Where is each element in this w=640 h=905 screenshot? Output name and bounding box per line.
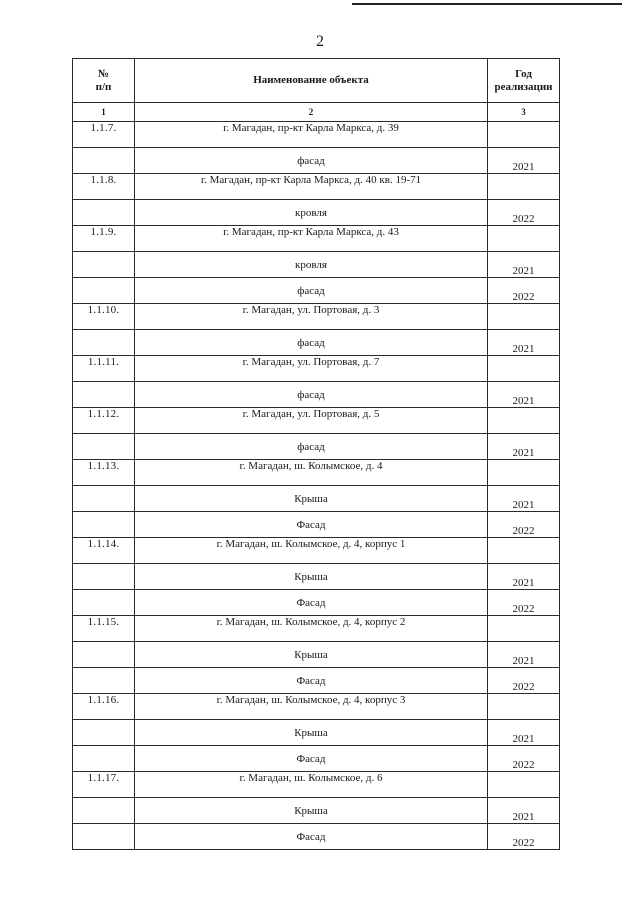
row-number-cell — [73, 486, 135, 512]
header-num-line2: п/п — [95, 80, 112, 93]
row-number-cell — [73, 590, 135, 616]
table-row — [73, 122, 560, 148]
table-header-row — [73, 59, 560, 103]
object-name-cell: г. Магадан, ул. Портовая, д. 5 — [135, 408, 488, 434]
row-number-cell — [73, 824, 135, 850]
row-number-cell: 1.1.17. — [73, 772, 135, 798]
object-name-cell: Крыша — [135, 798, 488, 824]
column-index: 3 — [488, 103, 560, 122]
object-name-cell: г. Магадан, ул. Портовая, д. 3 — [135, 304, 488, 330]
object-name-cell: фасад — [135, 278, 488, 304]
table-row — [73, 434, 560, 460]
table-row — [73, 330, 560, 356]
table-row — [73, 616, 560, 642]
row-number-cell — [73, 278, 135, 304]
row-number-cell: 1.1.14. — [73, 538, 135, 564]
table-row — [73, 590, 560, 616]
object-name-cell: Фасад — [135, 590, 488, 616]
year-cell: 2022 — [488, 512, 560, 538]
table-row — [73, 538, 560, 564]
year-cell — [488, 460, 560, 486]
object-name-cell: Крыша — [135, 642, 488, 668]
table-row — [73, 304, 560, 330]
object-name-cell: фасад — [135, 330, 488, 356]
object-name-cell: г. Магадан, ш. Колымское, д. 4, корпус 1 — [135, 538, 488, 564]
row-number-cell: 1.1.7. — [73, 122, 135, 148]
object-name-cell: фасад — [135, 434, 488, 460]
header-year-line1: Год — [515, 67, 532, 80]
row-number-cell — [73, 434, 135, 460]
year-cell: 2021 — [488, 798, 560, 824]
table-body — [73, 122, 560, 850]
table-row — [73, 512, 560, 538]
header-year-line2: реализации — [494, 80, 553, 93]
object-name-cell: г. Магадан, пр-кт Карла Маркса, д. 39 — [135, 122, 488, 148]
top-rule — [352, 3, 622, 5]
year-cell: 2022 — [488, 200, 560, 226]
column-index: 2 — [135, 103, 488, 122]
object-name-cell: г. Магадан, пр-кт Карла Маркса, д. 40 кв. 19-71 — [135, 174, 488, 200]
object-name-cell: Крыша — [135, 486, 488, 512]
header-num — [73, 59, 135, 103]
row-number-cell — [73, 746, 135, 772]
object-name-cell: Крыша — [135, 720, 488, 746]
table-row — [73, 486, 560, 512]
header-num-line1: № — [97, 67, 110, 80]
table-row — [73, 174, 560, 200]
objects-table — [72, 58, 560, 850]
year-cell: 2022 — [488, 824, 560, 850]
year-cell — [488, 122, 560, 148]
page-number: 2 — [316, 33, 324, 50]
row-number-cell — [73, 564, 135, 590]
table-row — [73, 148, 560, 174]
object-name-cell: Фасад — [135, 668, 488, 694]
column-index: 1 — [73, 103, 135, 122]
year-cell: 2021 — [488, 148, 560, 174]
year-cell: 2021 — [488, 382, 560, 408]
row-number-cell — [73, 720, 135, 746]
year-cell — [488, 356, 560, 382]
object-name-cell: г. Магадан, ш. Колымское, д. 4, корпус 2 — [135, 616, 488, 642]
year-cell — [488, 616, 560, 642]
object-name-cell: г. Магадан, ш. Колымское, д. 4, корпус 3 — [135, 694, 488, 720]
row-number-cell — [73, 642, 135, 668]
year-cell — [488, 408, 560, 434]
table-row — [73, 278, 560, 304]
table-row — [73, 200, 560, 226]
row-number-cell: 1.1.13. — [73, 460, 135, 486]
year-cell — [488, 174, 560, 200]
year-cell — [488, 538, 560, 564]
table-row — [73, 746, 560, 772]
table-row — [73, 460, 560, 486]
row-number-cell — [73, 200, 135, 226]
row-number-cell — [73, 148, 135, 174]
year-cell — [488, 226, 560, 252]
row-number-cell — [73, 512, 135, 538]
table-row — [73, 668, 560, 694]
row-number-cell: 1.1.12. — [73, 408, 135, 434]
table-row — [73, 824, 560, 850]
row-number-cell: 1.1.8. — [73, 174, 135, 200]
year-cell: 2021 — [488, 642, 560, 668]
table-row — [73, 772, 560, 798]
year-cell: 2021 — [488, 720, 560, 746]
row-number-cell: 1.1.10. — [73, 304, 135, 330]
table-row — [73, 694, 560, 720]
object-name-cell: Фасад — [135, 824, 488, 850]
table-row — [73, 408, 560, 434]
table-row — [73, 382, 560, 408]
table-row — [73, 642, 560, 668]
row-number-cell — [73, 668, 135, 694]
object-name-cell: фасад — [135, 382, 488, 408]
year-cell — [488, 304, 560, 330]
year-cell: 2021 — [488, 252, 560, 278]
year-cell: 2021 — [488, 434, 560, 460]
row-number-cell — [73, 330, 135, 356]
object-name-cell: кровля — [135, 252, 488, 278]
year-cell — [488, 772, 560, 798]
row-number-cell — [73, 252, 135, 278]
object-name-cell: г. Магадан, ул. Портовая, д. 7 — [135, 356, 488, 382]
object-name-cell: Крыша — [135, 564, 488, 590]
row-number-cell — [73, 798, 135, 824]
table-row — [73, 252, 560, 278]
object-name-cell: г. Магадан, ш. Колымское, д. 6 — [135, 772, 488, 798]
year-cell: 2022 — [488, 746, 560, 772]
year-cell — [488, 694, 560, 720]
year-cell: 2022 — [488, 668, 560, 694]
table-row — [73, 564, 560, 590]
header-year — [488, 59, 560, 103]
object-name-cell: кровля — [135, 200, 488, 226]
table-row — [73, 798, 560, 824]
object-name-cell: г. Магадан, ш. Колымское, д. 4 — [135, 460, 488, 486]
row-number-cell: 1.1.16. — [73, 694, 135, 720]
column-index-row — [73, 103, 560, 122]
row-number-cell: 1.1.11. — [73, 356, 135, 382]
table-row — [73, 226, 560, 252]
year-cell: 2021 — [488, 564, 560, 590]
row-number-cell: 1.1.9. — [73, 226, 135, 252]
table-row — [73, 720, 560, 746]
object-name-cell: фасад — [135, 148, 488, 174]
object-name-cell: Фасад — [135, 512, 488, 538]
year-cell: 2021 — [488, 486, 560, 512]
header-name: Наименование объекта — [135, 59, 488, 103]
year-cell: 2021 — [488, 330, 560, 356]
object-name-cell: Фасад — [135, 746, 488, 772]
table-row — [73, 356, 560, 382]
row-number-cell: 1.1.15. — [73, 616, 135, 642]
object-name-cell: г. Магадан, пр-кт Карла Маркса, д. 43 — [135, 226, 488, 252]
year-cell: 2022 — [488, 590, 560, 616]
year-cell: 2022 — [488, 278, 560, 304]
row-number-cell — [73, 382, 135, 408]
